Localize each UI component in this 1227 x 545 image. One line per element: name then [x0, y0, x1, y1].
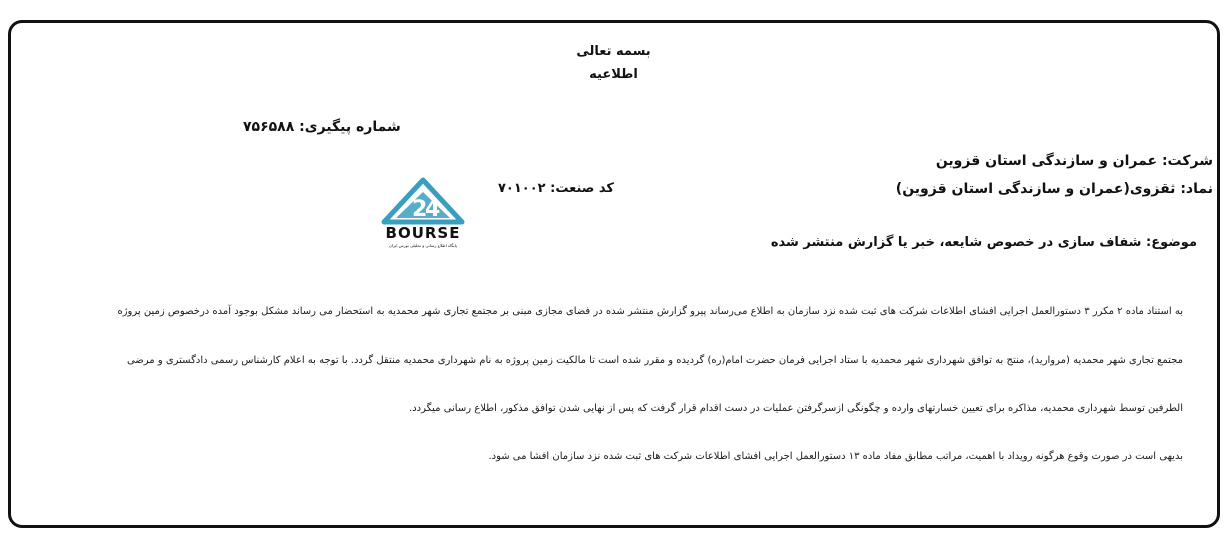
body-paragraph: به استناد ماده ۲ مکرر ۳ دستورالعمل اجرایی افشای اطلاعات شرکت های ثبت شده نزد سازمان به اطلاع می‌رساند پیرو گزارش منتشر شده در فضای مجازی مبنی بر مجتمع تجاری شهر محمدیه به استحضار می رساند مشکل بوجود آمده درخصوص زمین پروژه	[117, 306, 1183, 317]
svg-text:2: 2	[412, 197, 428, 222]
symbol-label: نماد:	[1180, 181, 1213, 197]
body-paragraph: مجتمع تجاری شهر محمدیه (مروارید)، منتج به توافق شهرداری شهر محمدیه با ستاد اجرایی فرمان حضرت امام(ره) گردیده و مقرر شده است تا مالکیت زمین پروژه به نام شهرداری محمدیه منتقل گردد. با توجه به اعلام کارشناس رسمی دادگستری و مرضی	[126, 355, 1183, 366]
subject-line	[771, 235, 1197, 250]
bourse24-logo-icon	[376, 176, 470, 250]
subject-value: شفاف سازی در خصوص شایعه، خبر یا گزارش منتشر شده	[770, 235, 1142, 250]
subject-label: موضوع:	[1146, 235, 1197, 250]
tracking-number	[243, 119, 401, 135]
logo-tagline-text: پایگاه اطلاع رسانی و تحلیلی بورس ایران	[389, 243, 457, 248]
tracking-value: ۷۵۶۵۸۸	[243, 119, 295, 135]
tracking-label: شماره پیگیری:	[299, 119, 401, 135]
body-paragraph: الطرفین توسط شهرداری محمدیه، مذاکره برای تعیین خسارتهای وارده و چگونگی ازسرگرفتن عملیات در دست اقدام قرار گرفت که پس از نهایی شدن توافق مذکور، اطلاع رسانی میگردد.	[409, 403, 1183, 414]
industry-label: کد صنعت:	[550, 181, 614, 196]
logo-brand-text: BOURSE	[385, 224, 461, 242]
company-value: عمران و سازندگی استان قزوین	[935, 153, 1158, 169]
svg-text:4: 4	[425, 197, 441, 222]
industry-value: ۷۰۱۰۰۲	[498, 181, 546, 196]
body-paragraph: بدیهی است در صورت وقوع هرگونه رویداد با اهمیت، مراتب مطابق مفاد ماده ۱۳ دستورالعمل اجرایی افشای اطلاعات شرکت های ثبت شده نزد سازمان افشا می شود.	[488, 451, 1183, 462]
company-line	[936, 153, 1213, 169]
header-bismillah: بسمه تعالی	[576, 44, 651, 59]
industry-code-line	[498, 181, 614, 196]
symbol-value: ثقزوی(عمران و سازندگی استان قزوین)	[895, 181, 1176, 197]
header-notice-title: اطلاعیه	[589, 67, 638, 82]
company-label: شرکت:	[1161, 153, 1213, 169]
symbol-line	[896, 181, 1213, 197]
